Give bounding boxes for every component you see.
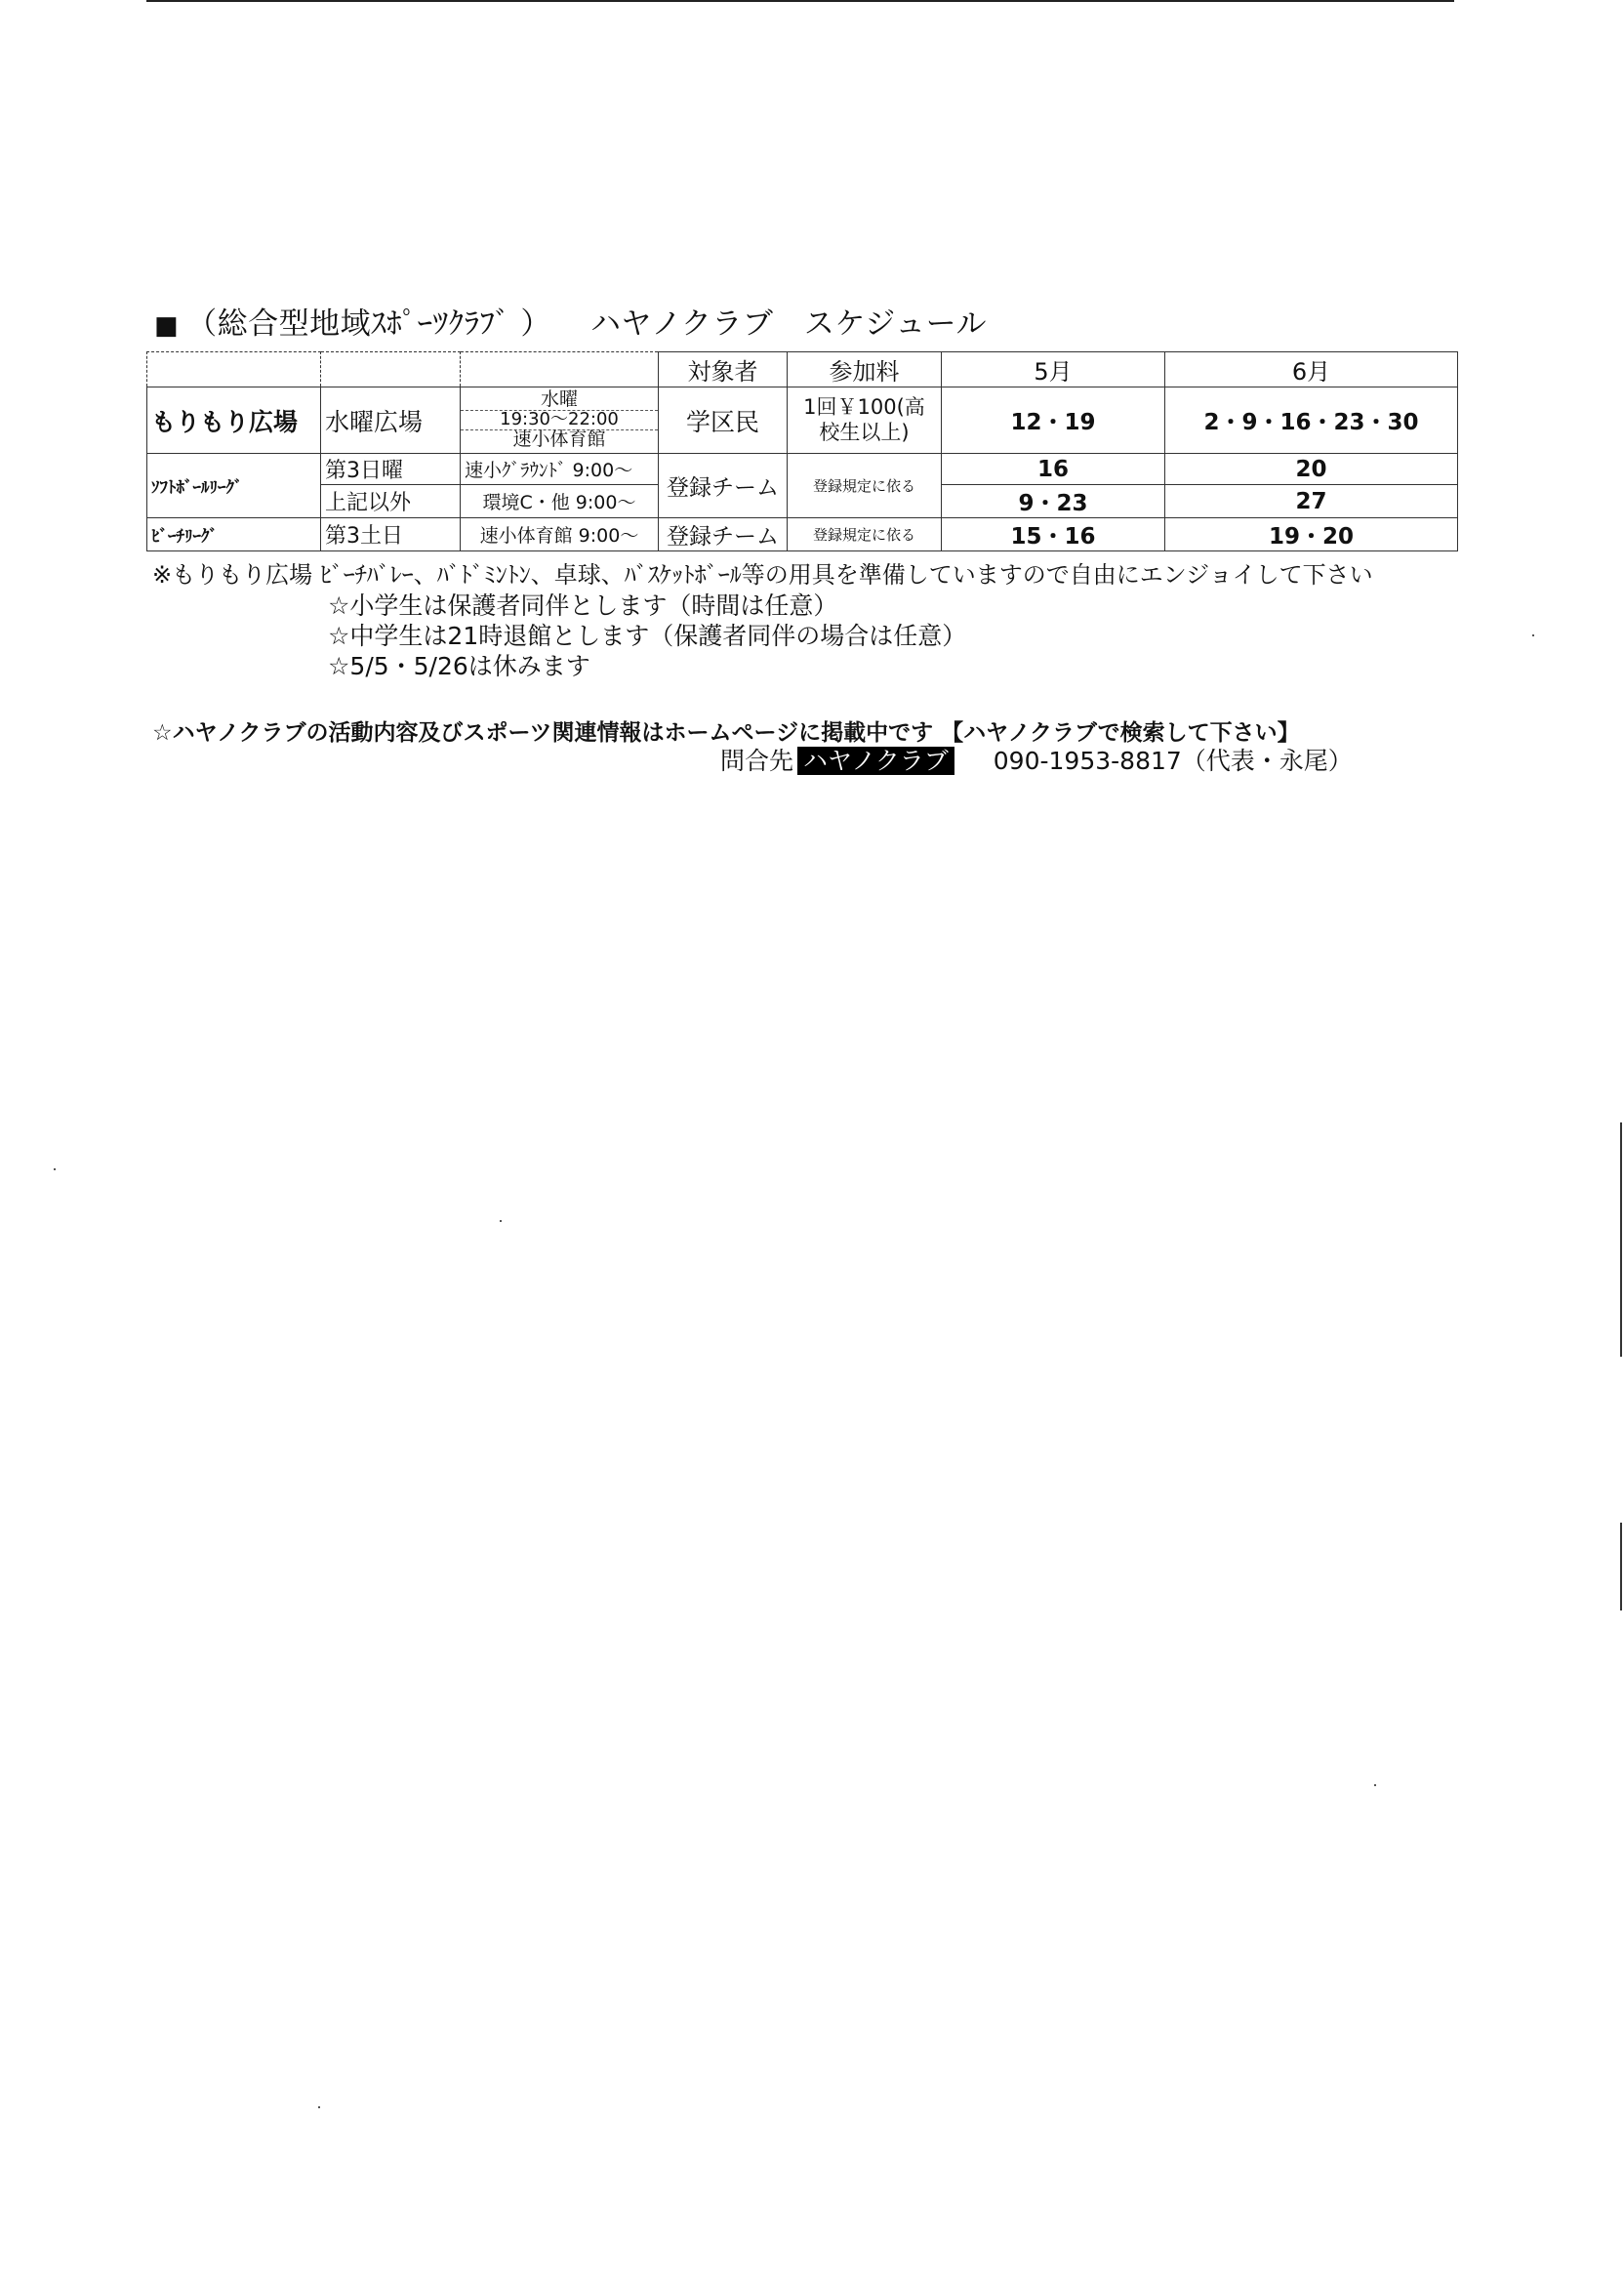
row-when: 第3日曜 — [321, 454, 461, 485]
note-line: ☆5/5・5/26は休みます — [328, 652, 590, 680]
header-fee: 参加料 — [788, 352, 942, 387]
row-when: 上記以外 — [321, 485, 461, 518]
row-place: 速小体育館 9:00～ — [461, 518, 659, 551]
homepage-info: ☆ハヤノクラブの活動内容及びスポーツ関連情報はホームページに掲載中です 【ハヤノクラブで検索して下さい】 — [152, 720, 1300, 746]
fee-line: 1回￥100(高 — [803, 395, 925, 420]
scan-right-edge — [1620, 1122, 1622, 1357]
row-name: もりもり広場 — [147, 387, 321, 454]
page-title — [154, 299, 987, 343]
notes-block — [152, 560, 1373, 681]
row-may: 16 — [942, 454, 1165, 485]
row-place — [461, 387, 659, 454]
header-june: 6月 — [1165, 352, 1458, 387]
table-header-row — [147, 352, 1458, 387]
table-row — [147, 454, 1458, 485]
row-target: 登録チーム — [659, 518, 788, 551]
scan-speck — [1374, 1784, 1376, 1786]
table-row — [147, 518, 1458, 551]
row-when: 水曜広場 — [321, 387, 461, 454]
scan-speck — [54, 1168, 56, 1170]
place-line: 水曜 — [461, 390, 658, 411]
row-fee: 登録規定に依る — [788, 518, 942, 551]
contact-phone: 090-1953-8817（代表・永尾） — [993, 747, 1353, 775]
title-marker: ■ — [154, 311, 180, 341]
row-fee: 登録規定に依る — [788, 454, 942, 518]
header-may: 5月 — [942, 352, 1165, 387]
note-line: ☆中学生は21時退館とします（保護者同伴の場合は任意） — [328, 622, 967, 650]
row-when: 第3土日 — [321, 518, 461, 551]
note-line: ☆小学生は保護者同伴とします（時間は任意） — [328, 591, 838, 620]
row-june: 2・9・16・23・30 — [1165, 387, 1458, 454]
contact-label: 問合先 — [720, 747, 794, 775]
header-target: 対象者 — [659, 352, 788, 387]
row-may: 9・23 — [942, 485, 1165, 518]
contact-name: ハヤノクラブ — [797, 747, 954, 775]
title-subtitle: （総合型地域ｽﾎﾟｰﾂｸﾗﾌﾞ ） — [186, 306, 551, 342]
row-june: 20 — [1165, 454, 1458, 485]
row-place: 環境C・他 9:00～ — [461, 485, 659, 518]
row-target: 学区民 — [659, 387, 788, 454]
row-june: 19・20 — [1165, 518, 1458, 551]
scan-speck — [318, 2106, 320, 2108]
row-may: 12・19 — [942, 387, 1165, 454]
scan-top-edge — [146, 0, 1454, 2]
note-line: ※もりもり広場 ﾋﾞｰﾁﾊﾞﾚｰ、ﾊﾞﾄﾞﾐﾝﾄﾝ、卓球、ﾊﾞｽｹｯﾄﾎﾞｰﾙ等の用具を準備していますので自由にエンジョイして下さい — [152, 561, 1373, 589]
table-row — [147, 387, 1458, 454]
scan-speck — [1532, 634, 1534, 636]
row-place: 速小ｸﾞﾗｳﾝﾄﾞ 9:00～ — [461, 454, 659, 485]
fee-line: 校生以上) — [819, 420, 910, 444]
schedule-table — [146, 351, 1458, 551]
row-may: 15・16 — [942, 518, 1165, 551]
contact-line — [720, 742, 1353, 777]
row-fee — [788, 387, 942, 454]
scan-right-edge-lower — [1620, 1523, 1622, 1610]
row-name: ﾋﾞｰﾁﾘｰｸﾞ — [147, 518, 321, 551]
place-line: 19:30～22:00 — [461, 411, 658, 430]
row-june: 27 — [1165, 485, 1458, 518]
place-line: 速小体育館 — [512, 428, 606, 450]
scan-speck — [500, 1220, 502, 1222]
row-name: ｿﾌﾄﾎﾞｰﾙﾘｰｸﾞ — [147, 454, 321, 518]
row-target: 登録チーム — [659, 454, 788, 518]
title-main: ハヤノクラブ スケジュール — [589, 306, 988, 342]
